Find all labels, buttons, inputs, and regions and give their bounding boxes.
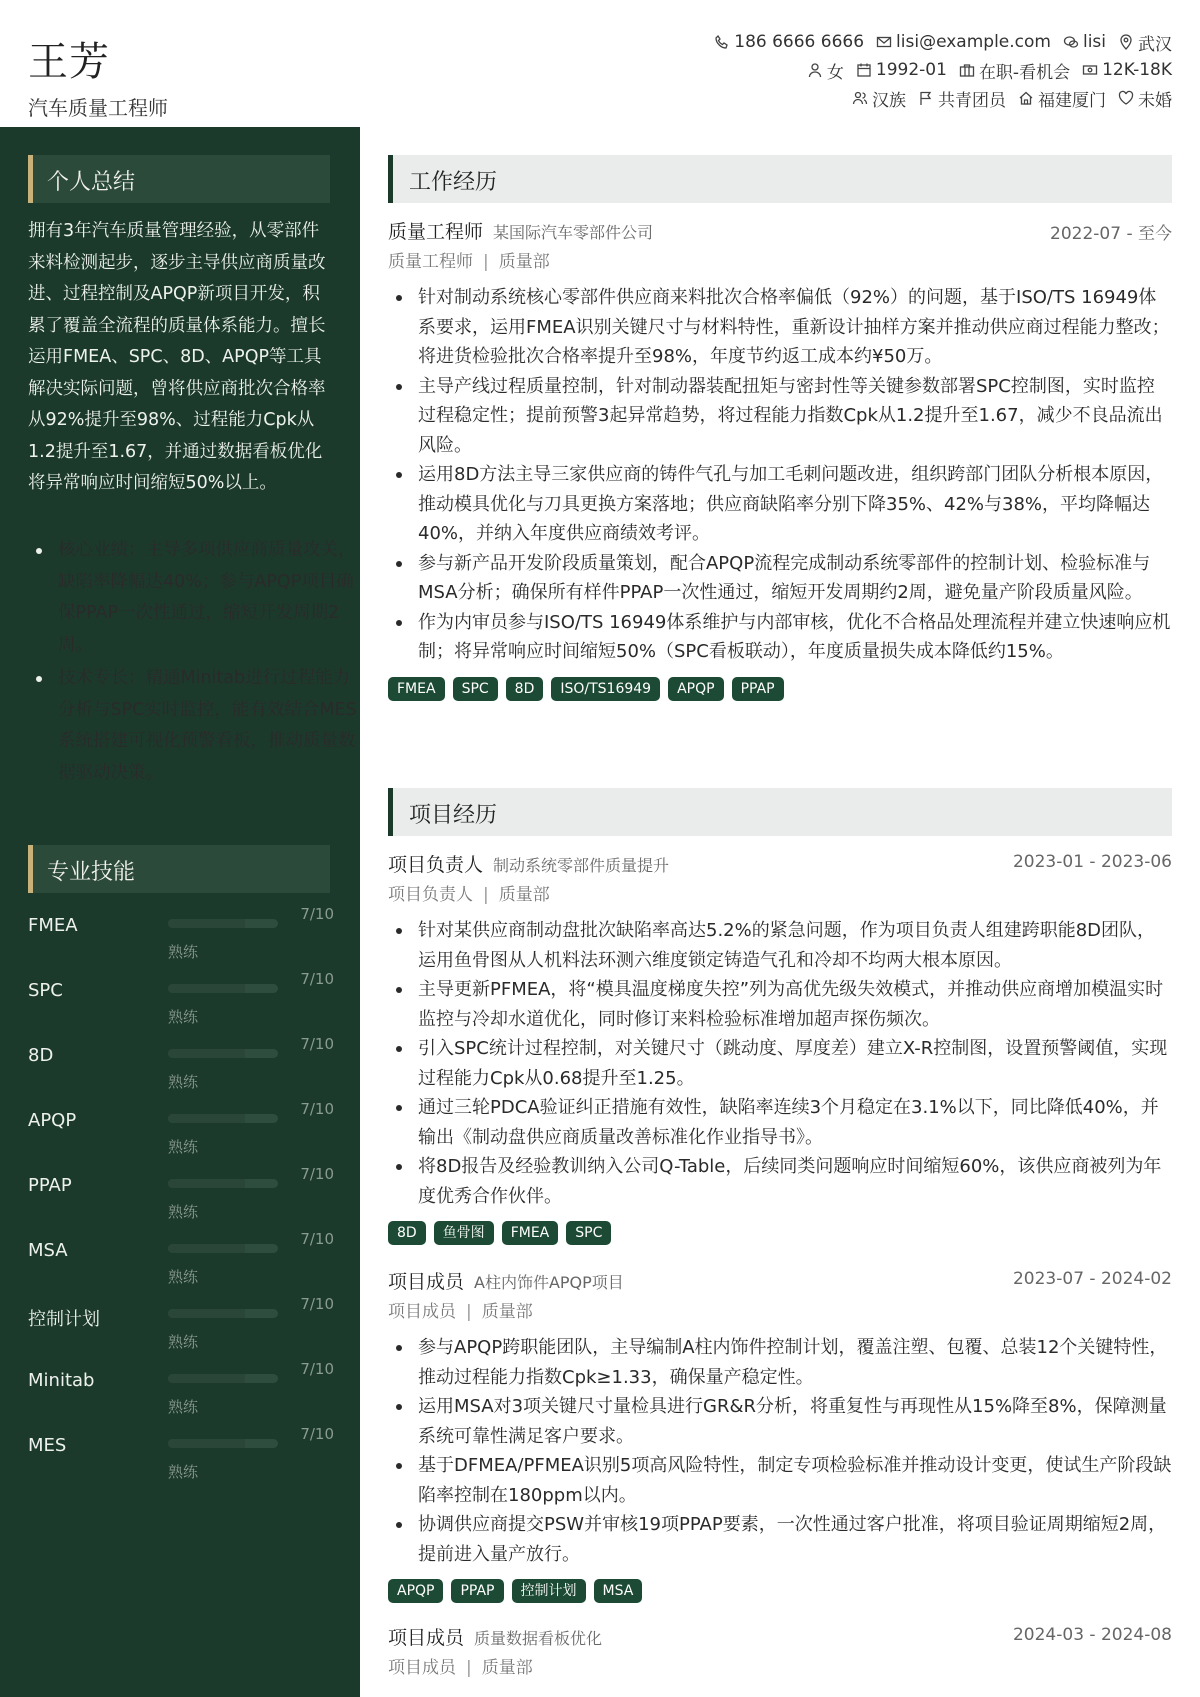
entry-role: 项目成员 质量数据看板优化 [388, 1627, 603, 1649]
skill-item [28, 1295, 334, 1355]
entry-bullet: 主导更新PFMEA，将“模具温度梯度失控”列为高优先级失效模式，并推动供应商增加模温实时监控与冷却水道优化，同时修订来料检验标准增加超声探伤频次。 [418, 975, 1172, 1034]
calendar-icon [856, 62, 872, 78]
skill-bar [168, 1244, 278, 1253]
summary-text: 拥有3年汽车质量管理经验，从零部件来料检测起步，逐步主导供应商质量改进、过程控制及APQP新项目开发，积累了覆盖全流程的质量体系能力。擅长运用FMEA、SPC、8D、APQP等工具解决实际问题，曾将供应商批次合格率从92%提升至98%、过程能力Cpk从1.2提升至1.67，并通过数据看板优化将异常响应时间缩短50%以上。 [28, 221, 326, 493]
city-item [1118, 30, 1172, 55]
entry-org: 质量数据看板优化 [474, 1629, 603, 1648]
entry-role: 项目负责人 制动系统零部件质量提升 [388, 854, 670, 876]
summary-bullets [28, 535, 364, 791]
briefcase-icon [959, 62, 975, 78]
skill-level: 熟练 [168, 1138, 199, 1156]
skill-item [28, 1165, 334, 1225]
skill-name: MSA [28, 1240, 68, 1261]
salary-text: 12K-18K [1102, 60, 1172, 80]
tag-list [388, 1579, 1172, 1603]
skill-score: 7/10 [300, 1360, 334, 1378]
tag: MSA [594, 1579, 643, 1603]
entry-subline: 项目负责人 | 质量部 [388, 885, 550, 905]
project-entry [388, 1267, 1172, 1603]
entry-org: A柱内饰件APQP项目 [474, 1273, 624, 1292]
money-icon [1082, 62, 1098, 78]
location-pin-icon [1118, 34, 1134, 50]
skill-level: 熟练 [168, 1333, 199, 1351]
work-heading-text: 工作经历 [409, 170, 498, 195]
work-entry [388, 217, 1172, 701]
skill-name: 8D [28, 1045, 54, 1066]
skill-score: 7/10 [300, 1295, 334, 1313]
users-icon [852, 90, 868, 106]
politics-item [918, 86, 1006, 111]
entry-org: 制动系统零部件质量提升 [493, 856, 670, 875]
entry-org: 某国际汽车零部件公司 [493, 223, 654, 242]
status-text: 在职-看机会 [978, 62, 1071, 83]
skill-item [28, 1230, 334, 1290]
skill-bar-fill [168, 1309, 245, 1318]
entry-bullet: 协调供应商提交PSW并审核19项PPAP要素，一次性通过客户批准，将项目验证周期缩短2周，提前进入量产放行。 [418, 1510, 1172, 1569]
birth-item [856, 60, 947, 80]
tag: ISO/TS16949 [551, 677, 660, 701]
skill-bar [168, 1114, 278, 1123]
tag-list [388, 677, 1172, 701]
skill-level: 熟练 [168, 1073, 199, 1091]
entry-role: 质量工程师 某国际汽车零部件公司 [388, 221, 654, 243]
entry-bullets [388, 283, 1172, 667]
candidate-name: 王芳 [28, 39, 110, 85]
city-text: 武汉 [1138, 34, 1172, 55]
skill-score: 7/10 [300, 905, 334, 923]
ethnicity-text: 汉族 [872, 90, 906, 111]
person-icon [807, 62, 823, 78]
skill-item [28, 1425, 334, 1485]
tag: 控制计划 [512, 1579, 586, 1603]
gender-item [807, 58, 844, 83]
tag: SPC [566, 1221, 611, 1245]
skill-item [28, 1100, 334, 1160]
entry-bullet: 将8D报告及经验教训纳入公司Q-Table，后续同类问题响应时间缩短60%，该供应商被列为年度优秀合作伙伴。 [418, 1152, 1172, 1211]
status-item [959, 58, 1070, 83]
skill-bar-fill [168, 1114, 245, 1123]
tag: APQP [668, 677, 723, 701]
entry-bullets [388, 1333, 1172, 1569]
skill-bar [168, 1439, 278, 1448]
entry-bullet: 引入SPC统计过程控制，对关键尺寸（跳动度、厚度差）建立X-R控制图，设置预警阈值，实现过程能力Cpk从0.68提升至1.25。 [418, 1034, 1172, 1093]
skill-level: 熟练 [168, 1268, 199, 1286]
phone-item [714, 32, 864, 52]
entry-bullet: 针对某供应商制动盘批次缺陷率高达5.2%的紧急问题，作为项目负责人组建跨职能8D团队，运用鱼骨图从人机料法环测六维度锁定铸造气孔和冷却不均两大根本原因。 [418, 916, 1172, 975]
entry-subline: 项目成员 | 质量部 [388, 1302, 533, 1322]
tag: PPAP [732, 677, 784, 701]
projects-heading-text: 项目经历 [409, 803, 498, 828]
salary-item [1082, 60, 1172, 80]
skill-bar-fill [168, 1374, 245, 1383]
skill-name: APQP [28, 1110, 77, 1131]
wechat-text: lisi [1082, 32, 1106, 52]
phone-text: 186 6666 6666 [734, 32, 865, 52]
summary-heading-text: 个人总结 [47, 170, 136, 195]
candidate-title: 汽车质量工程师 [28, 96, 168, 120]
email-item [876, 32, 1051, 52]
skill-score: 7/10 [300, 1165, 334, 1183]
skill-bar [168, 1049, 278, 1058]
tag: APQP [388, 1579, 443, 1603]
tag: SPC [453, 677, 498, 701]
projects-heading [388, 788, 1172, 836]
skill-name: Minitab [28, 1370, 95, 1391]
entry-bullet: 参与新产品开发阶段质量策划，配合APQP流程完成制动系统零部件的控制计划、检验标准与MSA分析；确保所有样件PPAP一次性通过，缩短开发周期约2周，避免量产阶段质量风险。 [418, 549, 1172, 608]
skill-score: 7/10 [300, 1035, 334, 1053]
entry-bullets [388, 916, 1172, 1211]
skill-score: 7/10 [300, 1230, 334, 1248]
gender-text: 女 [826, 62, 844, 83]
skill-bar [168, 984, 278, 993]
entry-bullet: 针对制动系统核心零部件供应商来料批次合格率偏低（92%）的问题，基于ISO/TS 16949体系要求，运用FMEA识别关键尺寸与材料特性，重新设计抽样方案并推动供应商过程能力整改；将进货检验批次合格率提升至98%，年度节约返工成本约¥50万。 [418, 283, 1172, 372]
entry-date: 2023-07 - 2024-02 [1012, 1269, 1172, 1289]
wechat-icon [1063, 34, 1079, 50]
phone-icon [714, 34, 730, 50]
contact-info [412, 28, 1172, 112]
hometown-item [1018, 86, 1106, 111]
entry-subline: 质量工程师 | 质量部 [388, 252, 550, 272]
project-entry [388, 850, 1172, 1245]
skill-level: 熟练 [168, 1008, 199, 1026]
project-entry [388, 1623, 1172, 1683]
skill-name: 控制计划 [28, 1309, 100, 1330]
entry-bullet: 基于DFMEA/PFMEA识别5项高风险特性，制定专项检验标准并推动设计变更，使试生产阶段缺陷率控制在180ppm以内。 [418, 1451, 1172, 1510]
mail-icon [876, 34, 892, 50]
skill-level: 熟练 [168, 1203, 199, 1221]
tag: FMEA [502, 1221, 559, 1245]
entry-bullet: 运用MSA对3项关键尺寸量检具进行GR&R分析，将重复性与再现性从15%降至8%，保障测量系统可靠性满足客户要求。 [418, 1392, 1172, 1451]
skills-heading [28, 845, 330, 893]
skill-level: 熟练 [168, 943, 199, 961]
politics-text: 共青团员 [938, 90, 1006, 111]
skill-name: SPC [28, 980, 63, 1001]
skill-bar-fill [168, 1439, 245, 1448]
entry-date: 2024-03 - 2024-08 [1012, 1625, 1172, 1645]
skill-name: PPAP [28, 1175, 72, 1196]
hometown-text: 福建厦门 [1038, 90, 1106, 111]
skill-score: 7/10 [300, 1425, 334, 1443]
skill-bar-fill [168, 1049, 245, 1058]
entry-bullet: 主导产线过程质量控制，针对制动器装配扭矩与密封性等关键参数部署SPC控制图，实时监控过程稳定性；提前预警3起异常趋势，将过程能力指数Cpk从1.2提升至1.67，减少不良品流出风险。 [418, 372, 1172, 461]
wechat-item [1063, 32, 1106, 52]
tag: 8D [506, 677, 544, 701]
work-heading [388, 155, 1172, 203]
skill-bar [168, 1179, 278, 1188]
skill-item [28, 970, 334, 1030]
resume-header [0, 0, 1200, 127]
ethnicity-item [852, 86, 906, 111]
entry-role: 项目成员 A柱内饰件APQP项目 [388, 1271, 624, 1293]
skill-bar-fill [168, 984, 245, 993]
skill-name: MES [28, 1435, 67, 1456]
entry-bullet: 参与APQP跨职能团队，主导编制A柱内饰件控制计划，覆盖注塑、包覆、总装12个关键特性，推动过程能力指数Cpk≥1.33，确保量产稳定性。 [418, 1333, 1172, 1392]
heart-icon [1118, 90, 1134, 106]
tag-list [388, 1221, 1172, 1245]
flag-icon [918, 90, 934, 106]
skill-item [28, 1035, 334, 1095]
skill-level: 熟练 [168, 1398, 199, 1416]
entry-bullet: 作为内审员参与ISO/TS 16949体系维护与内部审核，优化不合格品处理流程并建立快速响应机制；将异常响应时间缩短50%（SPC看板联动），年度质量损失成本降低约15%。 [418, 608, 1172, 667]
tag: FMEA [388, 677, 445, 701]
tag: PPAP [451, 1579, 503, 1603]
tag: 8D [388, 1221, 426, 1245]
tag: 鱼骨图 [434, 1221, 494, 1245]
entry-date: 2023-01 - 2023-06 [1012, 852, 1172, 872]
entry-date: 2022-07 - 至今 [1050, 224, 1172, 244]
birth-text: 1992-01 [875, 60, 947, 80]
skill-bar-fill [168, 1244, 245, 1253]
summary-bullet: 技术专长：精通Minitab进行过程能力分析与SPC实时监控，能有效结合MES系统搭建可视化预警看板，推动质量数据驱动决策。 [58, 663, 364, 789]
home-icon [1018, 90, 1034, 106]
skill-bar [168, 1374, 278, 1383]
entry-bullet: 运用8D方法主导三家供应商的铸件气孔与加工毛刺问题改进，组织跨部门团队分析根本原因，推动模具优化与刀具更换方案落地；供应商缺陷率分别下降35%、42%与38%，平均降幅达40%，并纳入年度供应商绩效考评。 [418, 460, 1172, 549]
skills-heading-text: 专业技能 [47, 860, 136, 885]
skill-score: 7/10 [300, 970, 334, 988]
skill-name: FMEA [28, 915, 78, 936]
marital-text: 未婚 [1138, 90, 1172, 111]
skill-bar-fill [168, 919, 245, 928]
skill-bar [168, 1309, 278, 1318]
skill-level: 熟练 [168, 1463, 199, 1481]
marital-item [1118, 86, 1172, 111]
skill-item [28, 905, 334, 965]
entry-bullet: 通过三轮PDCA验证纠正措施有效性，缺陷率连续3个月稳定在3.1%以下，同比降低40%，并输出《制动盘供应商质量改善标准化作业指导书》。 [418, 1093, 1172, 1152]
summary-bullet: 核心业绩：主导多项供应商质量攻关，缺陷率降幅达40%；参与APQP项目确保PPAP一次性通过，缩短开发周期2周。 [58, 535, 364, 661]
entry-subline: 项目成员 | 质量部 [388, 1658, 533, 1678]
email-text: lisi@example.com [896, 32, 1051, 52]
summary-heading [28, 155, 330, 203]
skill-bar-fill [168, 1179, 245, 1188]
skill-bar [168, 919, 278, 928]
skill-item [28, 1360, 334, 1420]
skill-score: 7/10 [300, 1100, 334, 1118]
